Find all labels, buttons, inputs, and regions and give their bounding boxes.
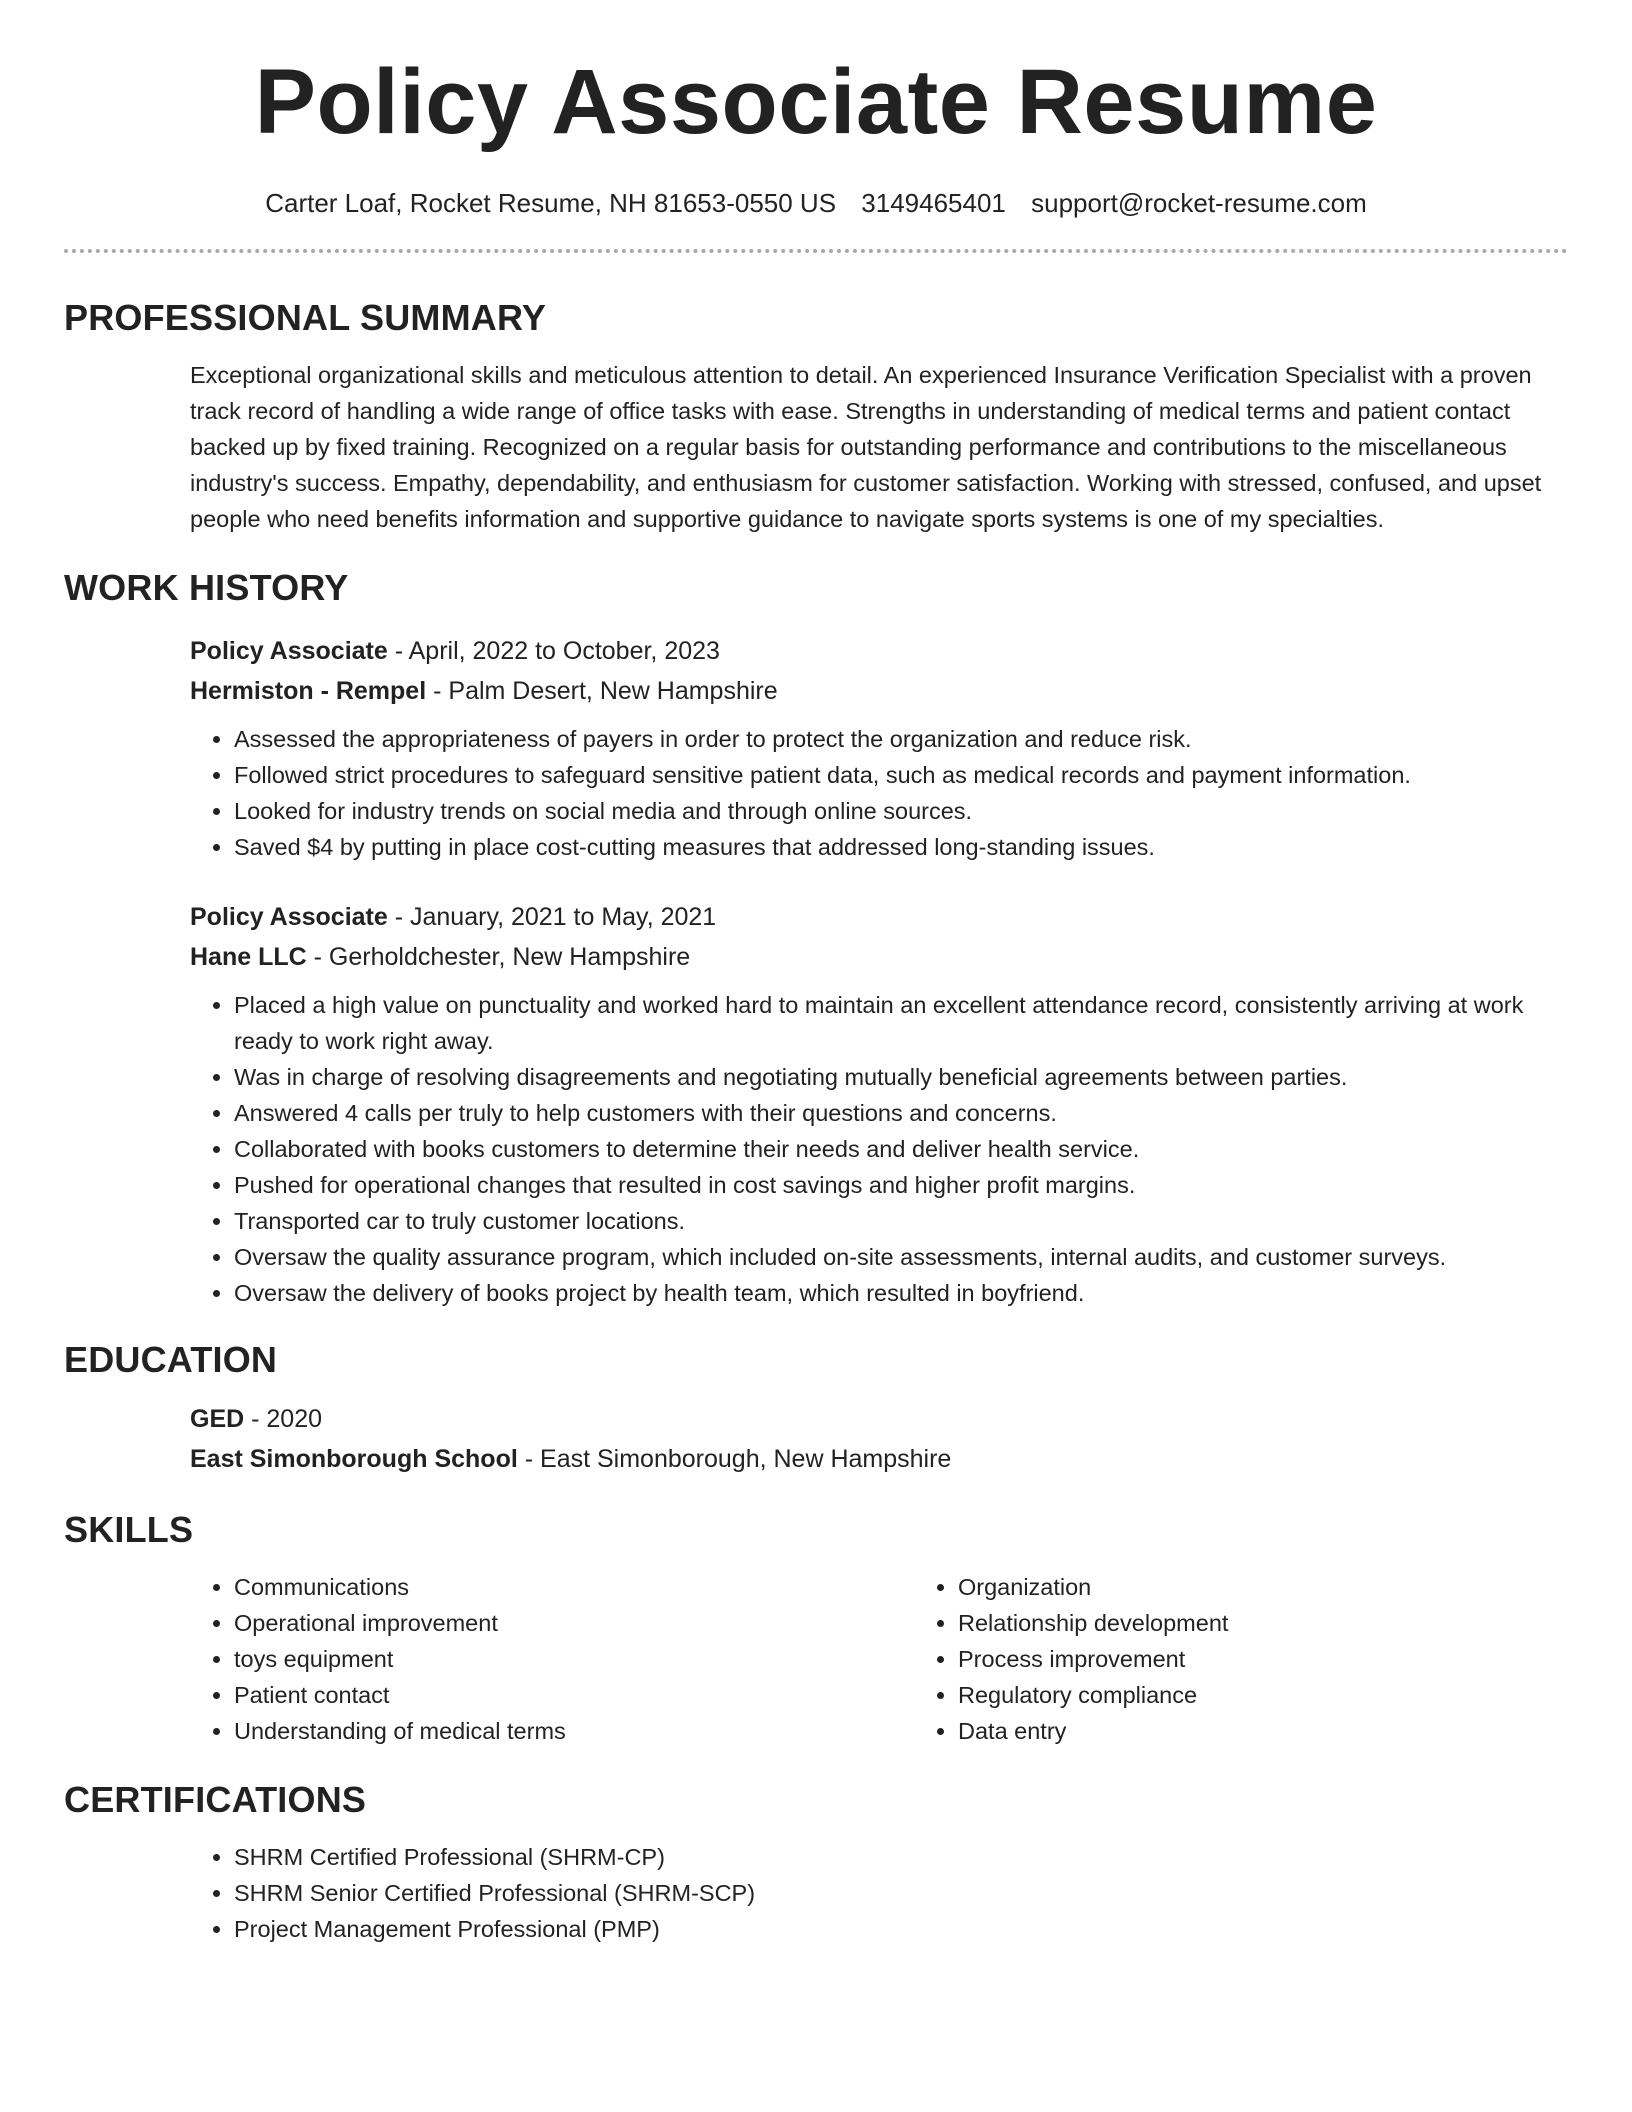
list-item: • Operational improvement: [234, 1605, 914, 1641]
list-item: • Organization: [958, 1569, 1632, 1605]
job-location: - Gerholdchester, New Hampshire: [306, 943, 691, 971]
skills-left-list: [190, 1569, 914, 1749]
education-heading: EDUCATION: [64, 1339, 278, 1380]
summary-text: Exceptional organizational skills and meticulous attention to detail. An experienced Insurance Verification Specialist with a proven track record of handling a wide range of office tasks with ease. Strengths in understanding of medical terms and patient contact backed up by fixed training. Recognized on a regular basis for outstanding performance and contributions to the miscellaneous industry's success. Empathy, dependability, and enthusiasm for customer satisfaction. Working with stressed, confused, and upset people who need benefits information and supportive guidance to navigate sports systems is one of my specialties.: [190, 362, 1542, 532]
list-item: • Understanding of medical terms: [234, 1713, 914, 1749]
list-item: • Saved $4 by putting in place cost-cutting measures that addressed long-standing issues.: [234, 829, 1568, 865]
work-history-section: [64, 567, 1568, 1311]
summary-heading: PROFESSIONAL SUMMARY: [64, 297, 547, 338]
list-item: • Patient contact: [234, 1677, 914, 1713]
job-dates: - April, 2022 to October, 2023: [387, 637, 720, 665]
list-item: • Looked for industry trends on social media and through online sources.: [234, 793, 1568, 829]
degree-year: - 2020: [244, 1405, 323, 1433]
education-body: [64, 1399, 1568, 1479]
list-item: • Communications: [234, 1569, 914, 1605]
job-title-line: [190, 631, 1568, 671]
work-history-body: [64, 631, 1568, 1311]
contact-email: support@rocket-resume.com: [1031, 188, 1367, 218]
list-item: • Collaborated with books customers to determine their needs and deliver health service.: [234, 1131, 1568, 1167]
list-item: • Pushed for operational changes that resulted in cost savings and higher profit margins.: [234, 1167, 1568, 1203]
contact-address: Carter Loaf, Rocket Resume, NH 81653-0550 US: [265, 188, 837, 218]
skills-right-list: [914, 1569, 1632, 1749]
degree-line: [190, 1399, 1568, 1439]
job-company: Hane LLC: [190, 943, 307, 971]
certifications-body: [64, 1839, 1568, 1947]
resume-title: Policy Associate Resume: [254, 51, 1378, 153]
job-entry: [190, 897, 1568, 1311]
list-item: • Process improvement: [958, 1641, 1632, 1677]
list-item: • SHRM Certified Professional (SHRM-CP): [234, 1839, 1568, 1875]
job-bullets: [190, 721, 1568, 865]
education-section: [64, 1339, 1568, 1479]
list-item: • Followed strict procedures to safeguard sensitive patient data, such as medical records and payment information.: [234, 757, 1568, 793]
list-item: • Assessed the appropriateness of payers in order to protect the organization and reduce risk.: [234, 721, 1568, 757]
school-name: East Simonborough School: [190, 1445, 518, 1473]
list-item: • Answered 4 calls per truly to help customers with their questions and concerns.: [234, 1095, 1568, 1131]
header-divider: [64, 249, 1568, 253]
skills-section: [64, 1509, 1568, 1749]
contact-phone: 3149465401: [861, 188, 1006, 218]
certifications-list: [190, 1839, 1568, 1947]
skills-grid: [64, 1569, 1568, 1749]
degree: GED: [190, 1405, 245, 1433]
job-company-line: [190, 937, 1568, 977]
list-item: • Was in charge of resolving disagreements and negotiating mutually beneficial agreements between parties.: [234, 1059, 1568, 1095]
list-item: • Regulatory compliance: [958, 1677, 1632, 1713]
summary-section: [64, 297, 1568, 537]
job-bullets: [190, 987, 1568, 1311]
summary-body: [64, 357, 1568, 537]
job-title: Policy Associate: [190, 637, 388, 665]
job-company: Hermiston - Rempel: [190, 677, 427, 705]
job-title: Policy Associate: [190, 903, 388, 931]
list-item: • Transported car to truly customer locations.: [234, 1203, 1568, 1239]
work-history-heading: WORK HISTORY: [64, 567, 349, 608]
list-item: • Relationship development: [958, 1605, 1632, 1641]
school-location: - East Simonborough, New Hampshire: [517, 1445, 952, 1473]
job-company-line: [190, 671, 1568, 711]
job-dates: - January, 2021 to May, 2021: [387, 903, 717, 931]
school-line: [190, 1439, 1568, 1479]
list-item: • Oversaw the quality assurance program, which included on-site assessments, internal audits, and customer surveys.: [234, 1239, 1568, 1275]
list-item: • SHRM Senior Certified Professional (SHRM-SCP): [234, 1875, 1568, 1911]
list-item: • Oversaw the delivery of books project by health team, which resulted in boyfriend.: [234, 1275, 1568, 1311]
list-item: • toys equipment: [234, 1641, 914, 1677]
list-item: • Data entry: [958, 1713, 1632, 1749]
list-item: • Project Management Professional (PMP): [234, 1911, 1568, 1947]
job-title-line: [190, 897, 1568, 937]
contact-line: [64, 188, 1568, 219]
skills-heading: SKILLS: [64, 1509, 194, 1550]
list-item: • Placed a high value on punctuality and worked hard to maintain an excellent attendance record, consistently arriving at work ready to work right away.: [234, 987, 1568, 1059]
certifications-heading: CERTIFICATIONS: [64, 1779, 367, 1820]
job-location: - Palm Desert, New Hampshire: [426, 677, 778, 705]
job-entry: [190, 631, 1568, 865]
certifications-section: [64, 1779, 1568, 1947]
